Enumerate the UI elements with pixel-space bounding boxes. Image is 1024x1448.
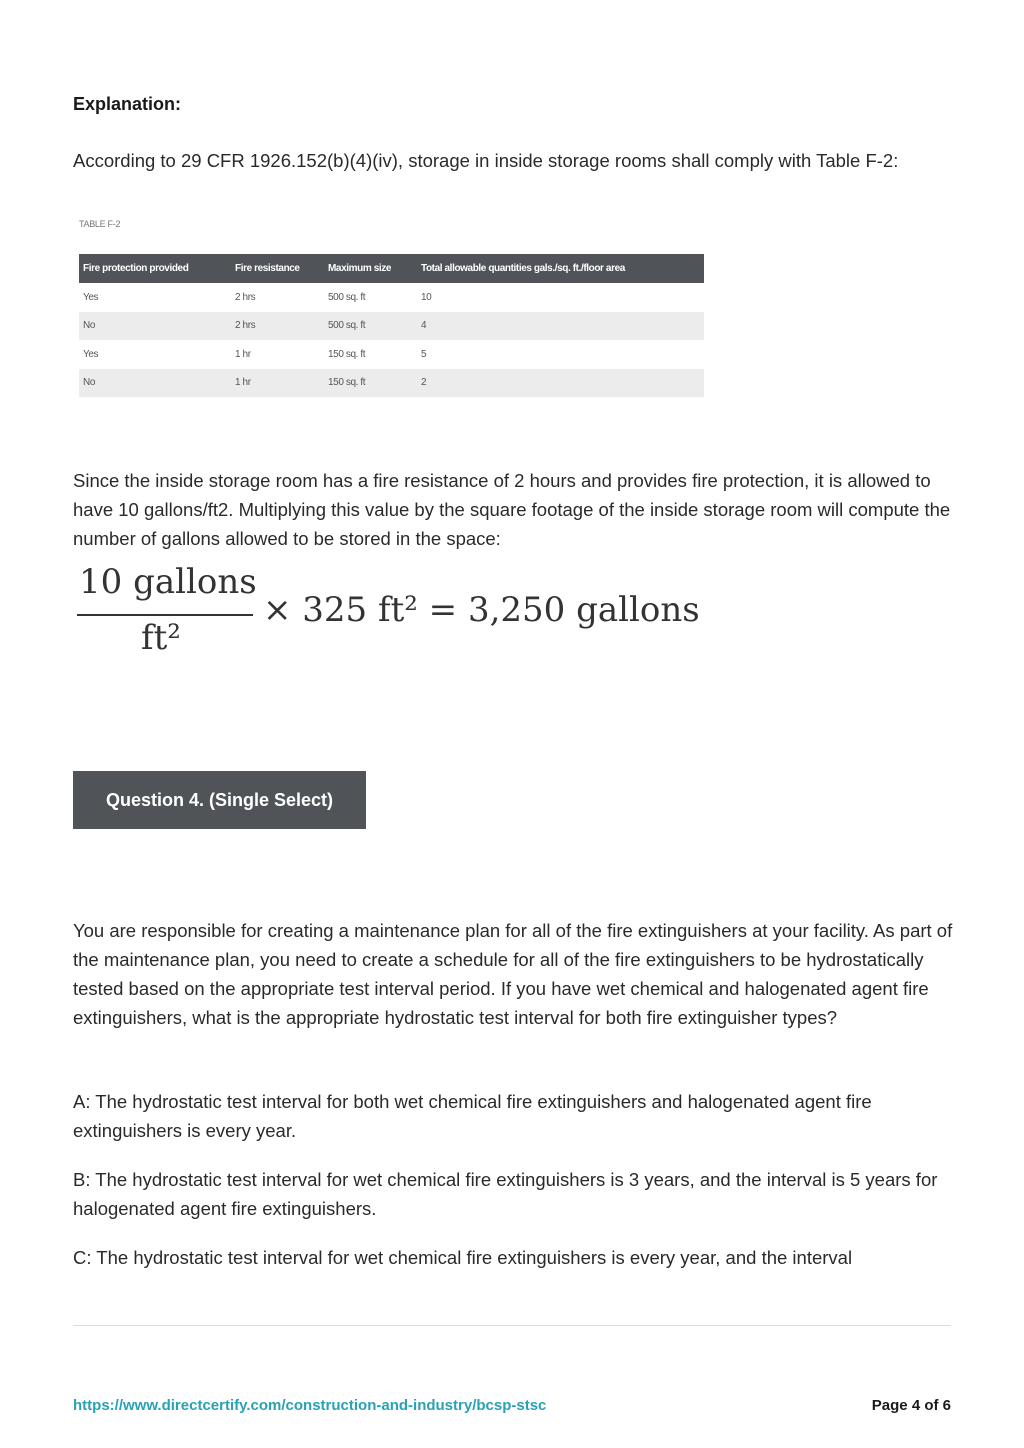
table-header-cell: Fire protection provided <box>79 254 231 283</box>
explanation-intro: According to 29 CFR 1926.152(b)(4)(iv), storage in inside storage rooms shall comply with Table F-2: <box>73 150 899 171</box>
formula-denominator: ft² <box>141 618 181 658</box>
table-cell: 500 sq. ft <box>324 312 417 341</box>
formula-fraction <box>75 560 255 668</box>
table-cell: No <box>79 369 231 398</box>
table-cell: 1 hr <box>235 348 251 360</box>
table-header-cell: Maximum size <box>324 254 417 283</box>
table-cell: 2 hrs <box>235 291 256 303</box>
formula-result: × 325 ft² = 3,250 gallons <box>263 590 700 630</box>
footer-divider <box>73 1325 951 1326</box>
table-row <box>79 340 704 369</box>
table-f2 <box>79 254 704 397</box>
table-cell: 2 <box>417 369 704 398</box>
table-cell: 4 <box>417 312 704 341</box>
table-cell: No <box>79 312 231 341</box>
table-cell: Yes <box>83 348 99 360</box>
table-header-row <box>79 254 704 283</box>
page-number: Page 4 of 6 <box>871 1397 951 1414</box>
explanation-heading: Explanation: <box>73 94 182 114</box>
option-b[interactable]: B: The hydrostatic test interval for wet chemical fire extinguishers is 3 years, and the interval is 5 years for halogenated agent fire extinguishers. <box>73 1169 938 1219</box>
table-cell: 1 hr <box>231 369 324 398</box>
table-header-cell: Total allowable quantities gals./sq. ft./floor area <box>417 254 704 283</box>
question-text: You are responsible for creating a maintenance plan for all of the fire extinguishers at your facility. As part of the maintenance plan, you need to create a schedule for all of the fire extinguishers to be hydrostatically tested based on the appropriate test interval period. If you have wet chemical and halogenated agent fire extinguishers, what is the appropriate hydrostatic test interval for both fire extinguisher types? <box>73 920 953 1028</box>
explanation-body: Since the inside storage room has a fire resistance of 2 hours and provides fire protection, it is allowed to have 10 gallons/ft2. Multiplying this value by the square footage of the inside storage room will compute the number of gallons allowed to be stored in the space: <box>73 470 951 549</box>
table-cell: 150 sq. ft <box>328 348 366 360</box>
option-a[interactable]: A: The hydrostatic test interval for both wet chemical fire extinguishers and halogenated agent fire extinguishers is every year. <box>73 1091 872 1141</box>
table-cell: 500 sq. ft <box>328 291 366 303</box>
table-cell: 5 <box>421 348 427 360</box>
table-row <box>79 312 704 341</box>
formula-numerator: 10 gallons <box>79 562 257 602</box>
question-4-label-button[interactable]: Question 4. (Single Select) <box>73 771 366 829</box>
table-cell: 10 <box>421 291 432 303</box>
table-row <box>79 283 704 312</box>
fraction-bar <box>77 614 253 616</box>
table-row <box>79 369 704 398</box>
table-cell: Yes <box>83 291 99 303</box>
footer-url-link[interactable]: https://www.directcertify.com/construction-and-industry/bcsp-stsc <box>73 1397 547 1414</box>
table-cell: 150 sq. ft <box>324 369 417 398</box>
table-cell: 2 hrs <box>231 312 324 341</box>
option-c[interactable]: C: The hydrostatic test interval for wet chemical fire extinguishers is every year, and the interval <box>73 1247 853 1268</box>
table-caption: TABLE F-2 <box>79 219 121 229</box>
gallons-formula <box>75 560 705 668</box>
table-header-cell: Fire resistance <box>231 254 324 283</box>
